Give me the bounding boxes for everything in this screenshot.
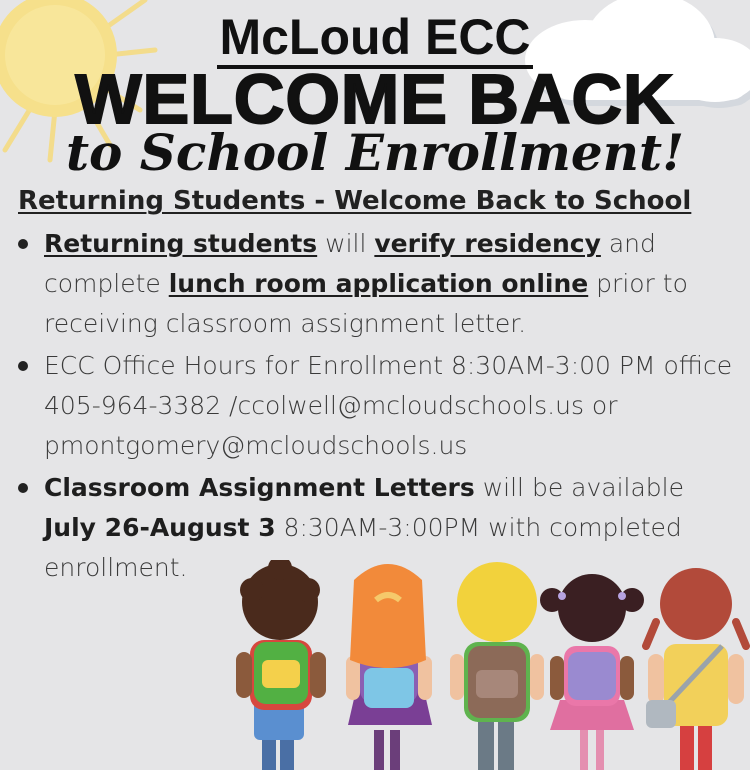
- school-name: McLoud ECC: [0, 8, 750, 66]
- info-bullet-list: [12, 224, 737, 590]
- script-heading: to School Enrollment!: [65, 123, 685, 182]
- bullet-dot: [18, 239, 28, 249]
- welcome-heading: WELCOME BACK: [75, 60, 675, 138]
- bullet-returning-students: Returning students will verify residency and complete lunch room application online prior to receiving classroom assignment letter.: [12, 224, 737, 344]
- child-3: [450, 562, 544, 770]
- bullet-dot: [18, 361, 28, 371]
- child-4: [540, 574, 644, 770]
- children-illustration: [222, 560, 750, 770]
- section-subheading: Returning Students - Welcome Back to School: [18, 186, 692, 216]
- bullet-assignment-letters: Classroom Assignment Letters will be available July 26-August 3 8:30AM-3:00PM with completed enrollment.: [12, 468, 737, 588]
- bullet-dot: [18, 483, 28, 493]
- child-1: [236, 560, 326, 770]
- bullet-office-hours: ECC Office Hours for Enrollment 8:30AM-3:00 PM office 405-964-3382 /ccolwell@mcloudschools.us or pmontgomery@mcloudschools.us: [12, 346, 737, 466]
- child-5: [646, 568, 746, 770]
- child-2: [346, 564, 432, 770]
